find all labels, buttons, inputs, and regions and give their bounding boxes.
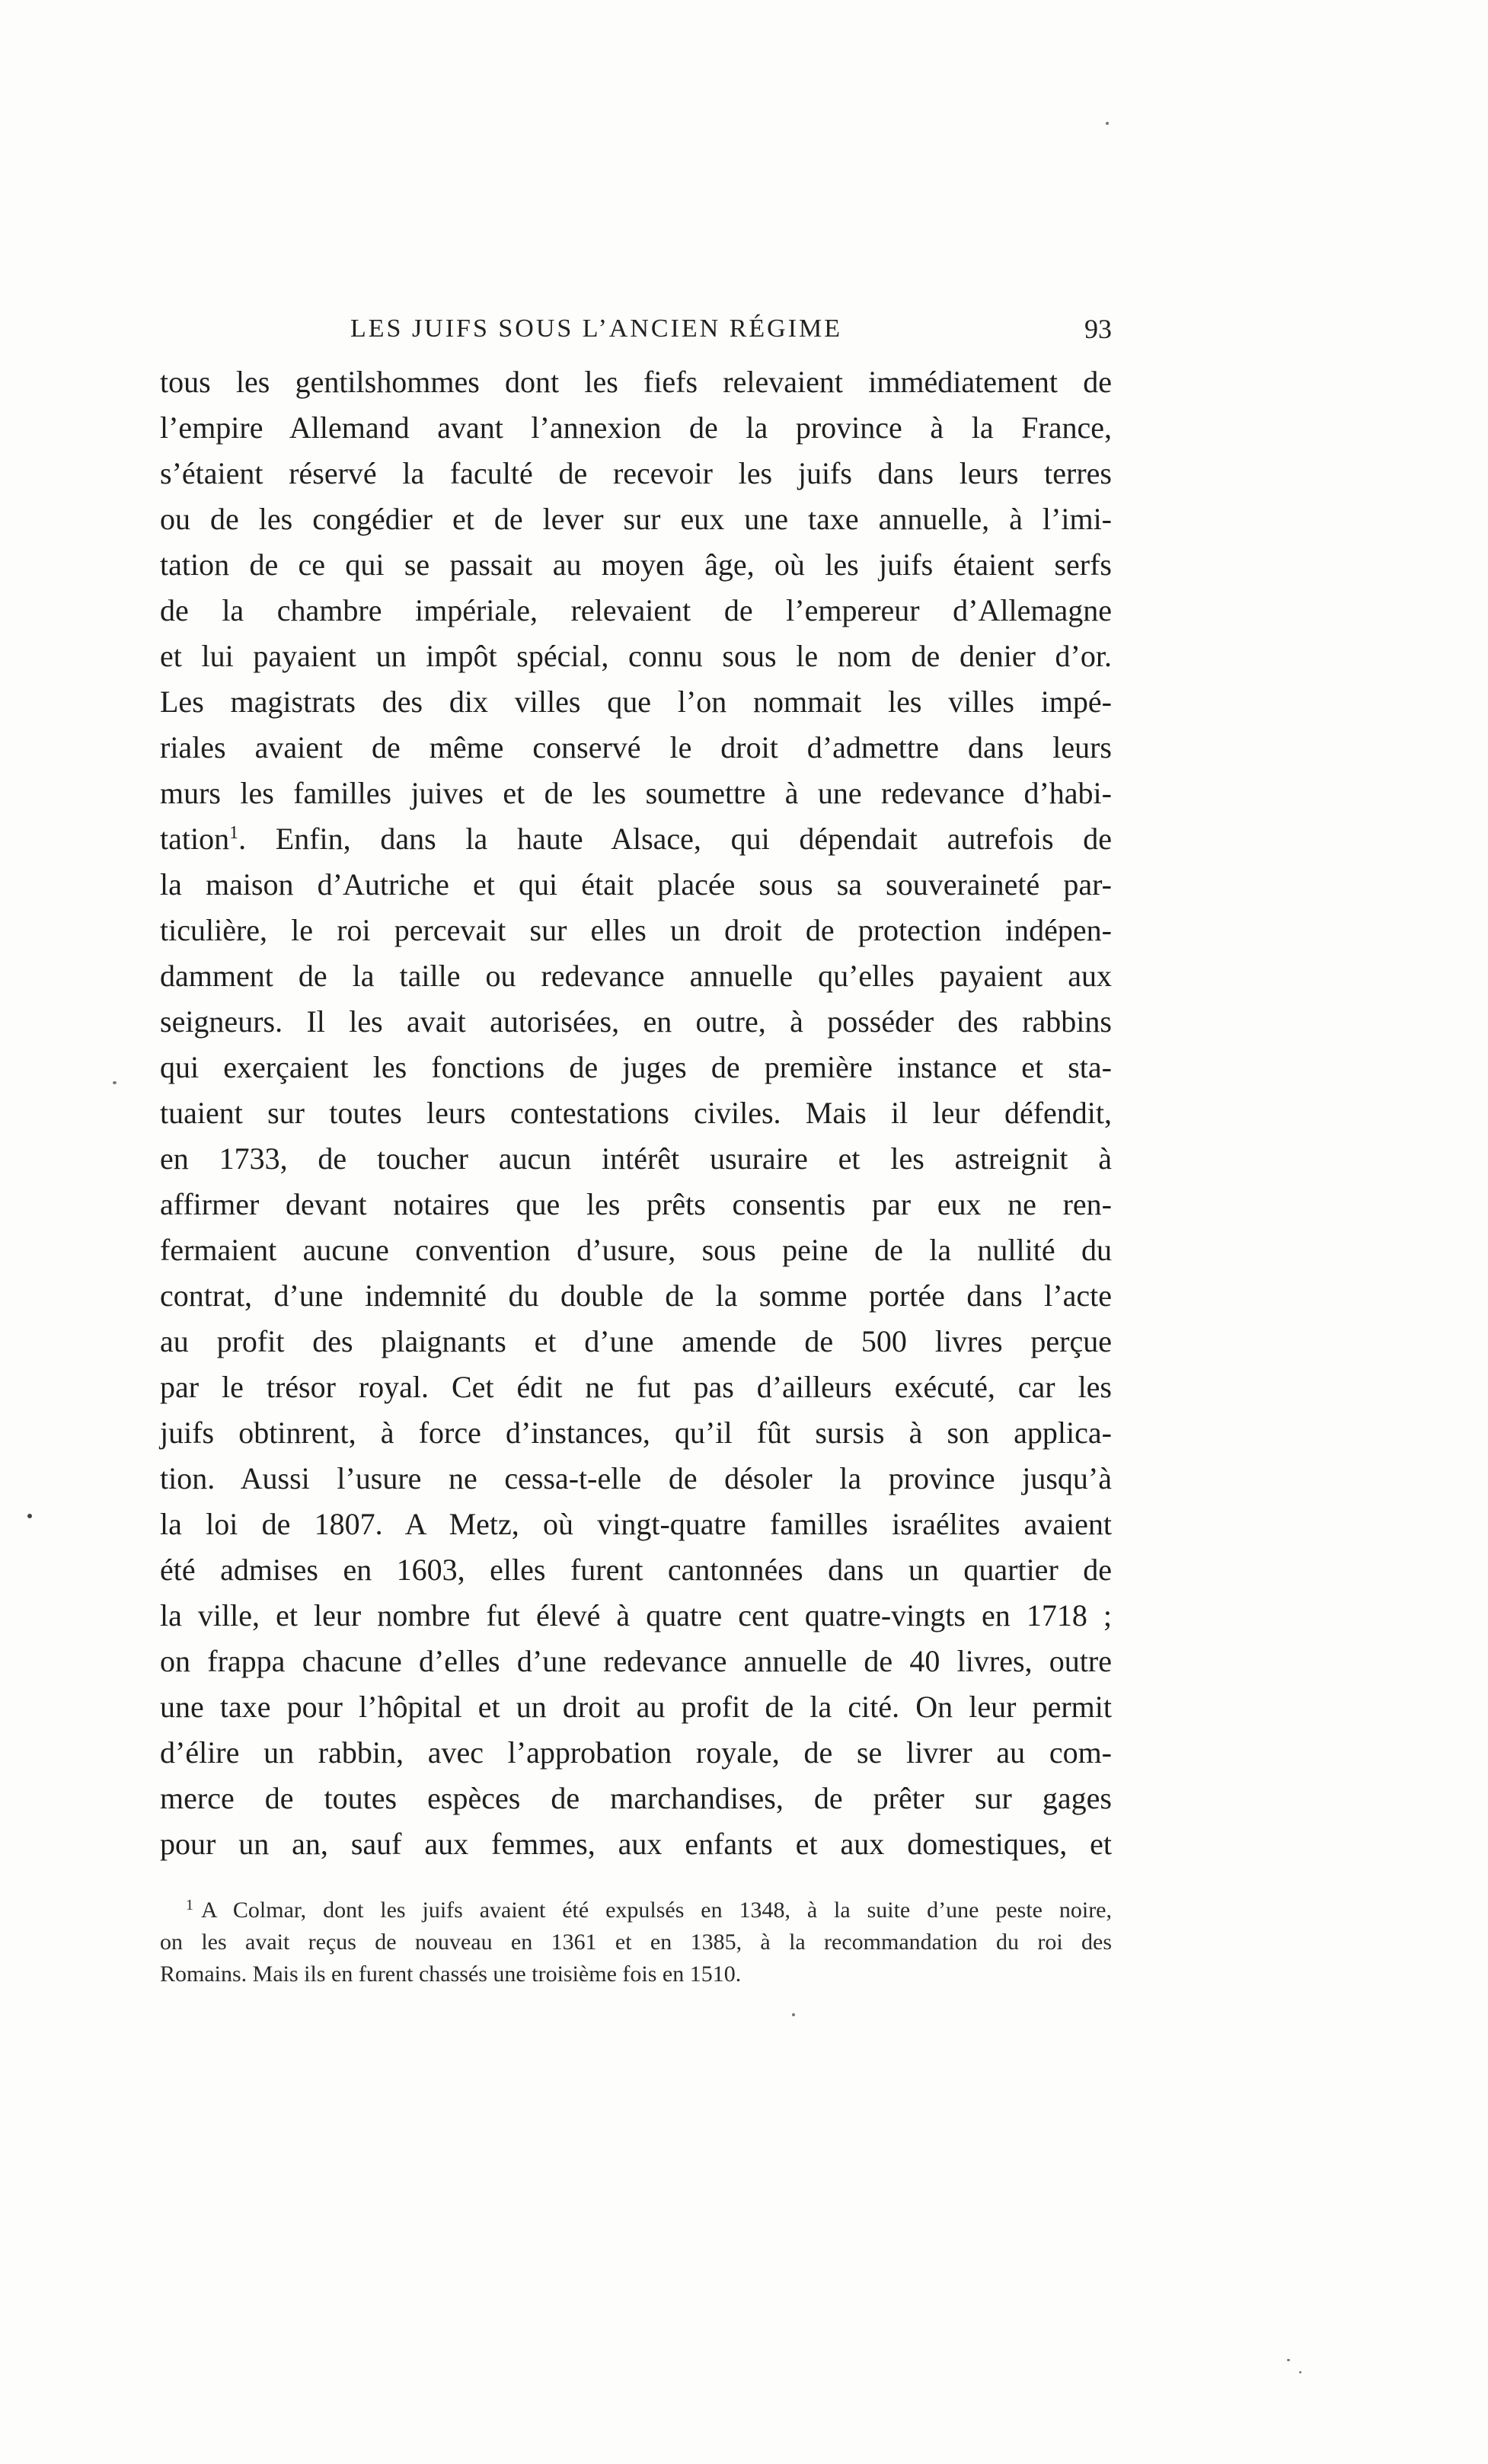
text-line: tous les gentilshommes dont les fiefs relevaient immédiatement de — [160, 365, 1112, 399]
footnote-text: A Colmar, dont les juifs avaient été expulsés en 1348, à la suite d’une peste noire, — [201, 1897, 1112, 1923]
footnote-line: Romains. Mais ils en furent chassés une troisième fois en 1510. — [160, 1961, 742, 1987]
page-header — [350, 308, 1112, 350]
text-line: juifs obtinrent, à force d’instances, qu’il fût sursis à son applica- — [160, 1416, 1112, 1450]
main-text — [160, 359, 1112, 1867]
text-line: s’étaient réservé la faculté de recevoir les juifs dans leurs terres — [160, 456, 1112, 490]
text-line: la loi de 1807. A Metz, où vingt-quatre familles israélites avaient — [160, 1507, 1112, 1541]
text-line: une taxe pour l’hôpital et un droit au profit de la cité. On leur permit — [160, 1690, 1112, 1724]
text-line: par le trésor royal. Cet édit ne fut pas d’ailleurs exécuté, car les — [160, 1370, 1112, 1404]
text-line: la ville, et leur nombre fut élevé à quatre cent quatre-vingts en 1718 ; — [160, 1598, 1112, 1633]
text-line: fermaient aucune convention d’usure, sous peine de la nullité du — [160, 1233, 1112, 1267]
running-title: LES JUIFS SOUS L’ANCIEN RÉGIME — [350, 314, 843, 343]
text-line: en 1733, de toucher aucun intérêt usuraire et les astreignit à — [160, 1141, 1112, 1176]
footnote-reference: 1 — [229, 823, 239, 843]
text-line: contrat, d’une indemnité du double de la somme portée dans l’acte — [160, 1278, 1112, 1313]
paper-speck — [27, 1514, 32, 1518]
text-line: riales avaient de même conservé le droit d’admettre dans leurs — [160, 730, 1112, 764]
paper-speck — [113, 1081, 117, 1084]
text-line: murs les familles juives et de les soumettre à une redevance d’habi- — [160, 776, 1112, 810]
footnote — [160, 1894, 1112, 1990]
text-line: la maison d’Autriche et qui était placée sous sa souveraineté par- — [160, 867, 1112, 902]
page-number: 93 — [1084, 314, 1112, 344]
text-line: damment de la taille ou redevance annuelle qu’elles payaient aux — [160, 959, 1112, 993]
text-line: de la chambre impériale, relevaient de l’empereur d’Allemagne — [160, 593, 1112, 627]
text-line: ou de les congédier et de lever sur eux une taxe annuelle, à l’imi- — [160, 502, 1112, 536]
text-line: Les magistrats des dix villes que l’on nommait les villes impé- — [160, 685, 1112, 719]
footnote-line: on les avait reçus de nouveau en 1361 et en 1385, à la recommandation du roi des — [160, 1929, 1112, 1955]
paper-speck — [792, 2013, 795, 2016]
text-line: affirmer devant notaires que les prêts consentis par eux ne ren- — [160, 1187, 1112, 1221]
text-fragment: tation — [160, 822, 230, 856]
text-line-with-note — [160, 816, 1112, 862]
text-line: tion. Aussi l’usure ne cessa-t-elle de désoler la province jusqu’à — [160, 1461, 1112, 1495]
paper-speck — [1106, 122, 1109, 125]
text-line: été admises en 1603, elles furent cantonnées dans un quartier de — [160, 1553, 1112, 1587]
text-fragment: . Enfin, dans la haute Alsace, qui dépendait autrefois de — [238, 822, 1112, 856]
footnote-line — [160, 1894, 1112, 1926]
text-line: tuaient sur toutes leurs contestations civiles. Mais il leur défendit, — [160, 1096, 1112, 1130]
text-line: on frappa chacune d’elles d’une redevance annuelle de 40 livres, outre — [160, 1644, 1112, 1678]
footnote-marker: 1 — [186, 1897, 193, 1913]
text-line: ticulière, le roi percevait sur elles un droit de protection indépen- — [160, 913, 1112, 947]
text-line: au profit des plaignants et d’une amende de 500 livres perçue — [160, 1324, 1112, 1358]
text-line: d’élire un rabbin, avec l’approbation royale, de se livrer au com- — [160, 1735, 1112, 1770]
text-line: qui exerçaient les fonctions de juges de première instance et sta- — [160, 1050, 1112, 1084]
text-line: merce de toutes espèces de marchandises, de prêter sur gages — [160, 1781, 1112, 1815]
text-line: l’empire Allemand avant l’annexion de la province à la France, — [160, 410, 1112, 445]
text-line: tation de ce qui se passait au moyen âge, où les juifs étaient serfs — [160, 547, 1112, 582]
text-line: et lui payaient un impôt spécial, connu sous le nom de denier d’or. — [160, 639, 1112, 673]
paper-speck — [1299, 2371, 1301, 2373]
text-line: seigneurs. Il les avait autorisées, en outre, à posséder des rabbins — [160, 1004, 1112, 1039]
text-line: pour un an, sauf aux femmes, aux enfants et aux domestiques, et — [160, 1827, 1112, 1861]
paper-speck — [1287, 2359, 1290, 2361]
